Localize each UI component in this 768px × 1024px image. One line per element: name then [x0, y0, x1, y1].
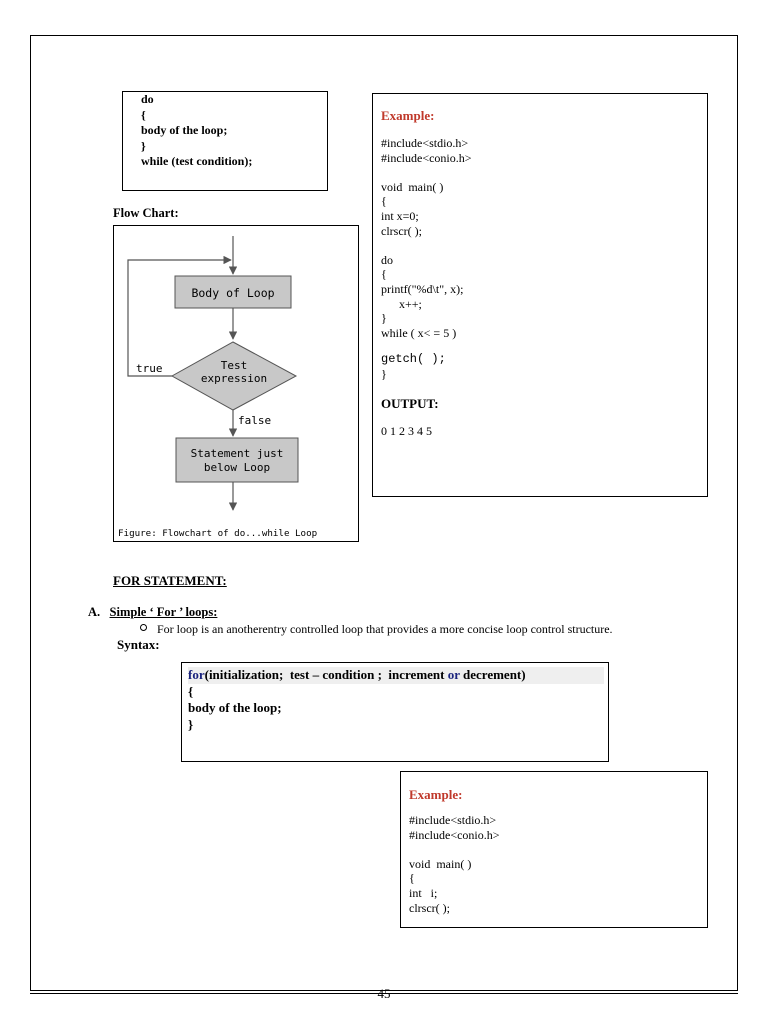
true-label: true: [136, 362, 163, 375]
example-code-box-2: [400, 771, 708, 928]
code-line: clrscr( );: [409, 900, 450, 915]
do-while-syntax-box: [122, 91, 328, 191]
or-keyword: or: [447, 667, 460, 682]
output-title: OUTPUT:: [381, 395, 439, 411]
for-syntax-line: {: [188, 683, 194, 699]
example-title: Example:: [381, 108, 435, 123]
code-line: #include<conio.h>: [409, 827, 500, 842]
output-value: 0 1 2 3 4 5: [381, 423, 432, 438]
statement-below-loop-box: [176, 438, 298, 482]
code-line: }: [381, 366, 387, 381]
body-of-loop-text: Body of Loop: [191, 286, 275, 300]
false-label: false: [238, 414, 272, 427]
code-line: {: [381, 194, 387, 209]
code-line: [381, 238, 472, 253]
for-syntax-line: body of the loop;: [188, 700, 282, 715]
code-line: void main( ): [409, 856, 472, 871]
example-code-box: [372, 93, 708, 497]
for-syntax-box: [181, 662, 609, 762]
code-line: [409, 842, 500, 857]
syntax-label: Syntax:: [117, 637, 160, 652]
simple-for-title: Simple ‘ For ’ loops:: [109, 605, 218, 619]
simple-for-item: [88, 605, 217, 620]
code-line: do: [381, 252, 393, 267]
code-line: printf("%d\t", x);: [381, 281, 464, 296]
for-syntax-part: decrement): [459, 667, 526, 682]
flow-chart-label: Flow Chart:: [113, 206, 179, 220]
syntax-line: body of the loop;: [141, 123, 228, 137]
code-line: {: [409, 871, 415, 886]
syntax-line: do: [141, 92, 154, 106]
decision-text-line1: Test: [220, 359, 248, 372]
item-marker: A.: [88, 605, 101, 619]
syntax-line: while (test condition);: [141, 154, 253, 168]
example-title: Example:: [409, 787, 463, 802]
code-line: #include<stdio.h>: [409, 813, 497, 827]
for-syntax-part: (initialization; test – condition ; increment: [204, 667, 448, 682]
flowchart-caption: Figure: Flowchart of do...while Loop: [118, 528, 318, 539]
code-line: [381, 165, 472, 180]
code-line: clrscr( );: [381, 223, 422, 238]
syntax-line: }: [141, 138, 146, 153]
code-line: {: [381, 267, 387, 282]
code-line: int i;: [409, 885, 438, 900]
code-line: #include<stdio.h>: [381, 136, 469, 150]
flowchart-figure: [113, 225, 359, 542]
syntax-line: {: [141, 107, 146, 122]
for-syntax-line: }: [188, 716, 194, 732]
code-line: while ( x< = 5 ): [381, 325, 457, 340]
for-description-text: For loop is an anotherentry controlled loop that provides a more concise loop control structure.: [157, 622, 613, 636]
flowchart-diagram: [114, 226, 358, 541]
page-number: 45: [377, 986, 391, 1001]
code-line: #include<conio.h>: [381, 150, 472, 165]
code-line: int x=0;: [381, 208, 419, 223]
code-line-getch: getch( );: [381, 352, 446, 367]
statement-text-line1: Statement just: [190, 447, 284, 460]
for-description: [140, 622, 613, 637]
for-keyword: for: [188, 667, 205, 682]
bullet-icon: [140, 624, 147, 631]
code-line: }: [381, 311, 387, 326]
statement-text-line2: below Loop: [203, 461, 271, 474]
for-syntax-first-line: [188, 667, 604, 684]
for-statement-heading: FOR STATEMENT:: [113, 573, 227, 588]
code-line: void main( ): [381, 179, 444, 194]
code-line: x++;: [381, 296, 422, 311]
decision-text-line2: expression: [200, 372, 268, 385]
